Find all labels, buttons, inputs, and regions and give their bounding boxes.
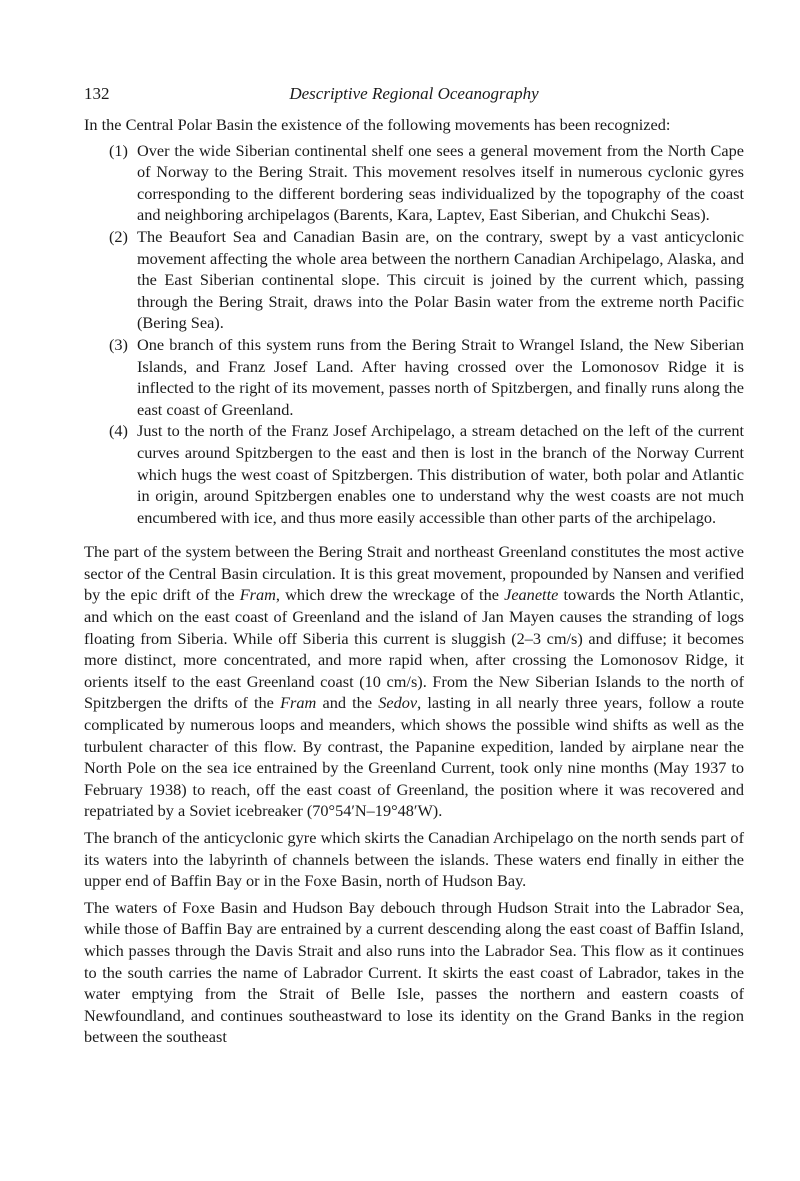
text-run: The part of the system between the Bering Strait and northeast Greenland constitutes the most active sector of the Central Basin circulation. It is this great movement, propounded by Nansen and verified by the epic drift of the bbox=[84, 542, 744, 605]
list-item-number: (3) bbox=[109, 334, 128, 354]
book-page bbox=[84, 84, 744, 1048]
page-number: 132 bbox=[84, 84, 110, 103]
ship-name-jeanette: Jeanette bbox=[504, 585, 559, 605]
list-item bbox=[84, 334, 744, 420]
ship-name-fram: Fram bbox=[239, 585, 276, 605]
list-item-text: Over the wide Siberian continental shelf one sees a general movement from the North Cape of Norway to the Bering Strait. This movement resolves itself in numerous cyclonic gyres corresponding to the different bordering seas individualized by the topography of the coast and neighboring archipelagos (Barents, Kara, Laptev, East Siberian, and Chukchi Seas). bbox=[137, 140, 744, 225]
movements-list bbox=[84, 140, 744, 529]
list-item-number: (4) bbox=[109, 421, 128, 441]
list-item-text: The Beaufort Sea and Canadian Basin are, on the contrary, swept by a vast anticyclonic movement affecting the whole area between the northern Canadian Archipelago, Alaska, and the East Siberian continental slope. This circuit is joined by the current which, passing through the Bering Strait, draws into the Polar Basin water from the extreme north Pacific (Bering Sea). bbox=[137, 226, 744, 333]
ship-name-sedov: Sedov bbox=[378, 693, 418, 713]
text-run: , lasting in all nearly three years, follow a route complicated by numerous loops and meanders, which shows the possible wind shifts as well as the turbulent character of this flow. By contrast, the Papanine expedition, landed by airplane near the North Pole on the sea ice entrained by the Greenland Current, took only nine months (May 1937 to February 1938) to reach, off the east coast of Greenland, the position where it was recovered and repatriated by a Soviet icebreaker (70°54′N–19°48′W). bbox=[84, 693, 744, 821]
paragraph-canadian-archipelago: The branch of the anticyclonic gyre which skirts the Canadian Archipelago on the north sends part of its waters into the labyrinth of channels between the islands. These waters end finally in either the upper end of Baffin Bay or in the Foxe Basin, north of Hudson Bay. bbox=[84, 828, 744, 891]
intro-sentence: In the Central Polar Basin the existence of the following movements has been recognized: bbox=[84, 115, 671, 134]
list-item-number: (1) bbox=[109, 140, 128, 160]
text-run: towards the North Atlantic, and which on the east coast of Greenland and the island of Jan Mayen causes the stranding of logs floating from Siberia. While off Siberia this current is sluggish (2–3 cm/s) and diffuse; it becomes more distinct, more concentrated, and more rapid when, after crossing the Lomonosov Ridge, it orients itself to the east Greenland coast (10 cm/s). From the New Siberian Islands to the north of Spitzbergen the drifts of the bbox=[84, 585, 744, 713]
list-item-text: Just to the north of the Franz Josef Archipelago, a stream detached on the left of the current curves around Spitzbergen to the east and then is lost in the branch of the Norway Current which hugs the west coast of Spitzbergen. This distribution of water, both polar and Atlantic in origin, around Spitzbergen enables one to understand why the west coasts are not much encumbered with ice, and thus more easily accessible than other parts of the archipelago. bbox=[137, 421, 744, 527]
running-title: Descriptive Regional Oceanography bbox=[289, 84, 539, 103]
list-item-text: One branch of this system runs from the Bering Strait to Wrangel Island, the New Siberian Islands, and Franz Josef Land. After having crossed over the Lomonosov Ridge it is inflected to the right of its movement, passes north of Spitzbergen, and finally runs along the east coast of Greenland. bbox=[137, 334, 744, 419]
list-item bbox=[84, 226, 744, 334]
text-run: , which drew the wreckage of the bbox=[275, 585, 505, 605]
list-item-number: (2) bbox=[109, 226, 128, 246]
list-item bbox=[84, 140, 744, 226]
paragraph-central-basin-circulation bbox=[84, 541, 744, 822]
running-head bbox=[84, 84, 744, 112]
ship-name-fram: Fram bbox=[280, 693, 317, 713]
list-item bbox=[84, 420, 744, 528]
paragraph-labrador-current: The waters of Foxe Basin and Hudson Bay debouch through Hudson Strait into the Labrador Sea, while those of Baffin Bay are entrained by a current descending along the east coast of Baffin Island, which passes through the Davis Strait and also runs into the Labrador Sea. This flow as it continues to the south carries the name of Labrador Current. It skirts the east coast of Labrador, takes in the water emptying from the Strait of Belle Isle, passes the northern and eastern coasts of Newfoundland, and continues southeastward to lose its identity on the Grand Banks in the region between the southeast bbox=[84, 897, 744, 1047]
text-run: and the bbox=[316, 693, 379, 713]
